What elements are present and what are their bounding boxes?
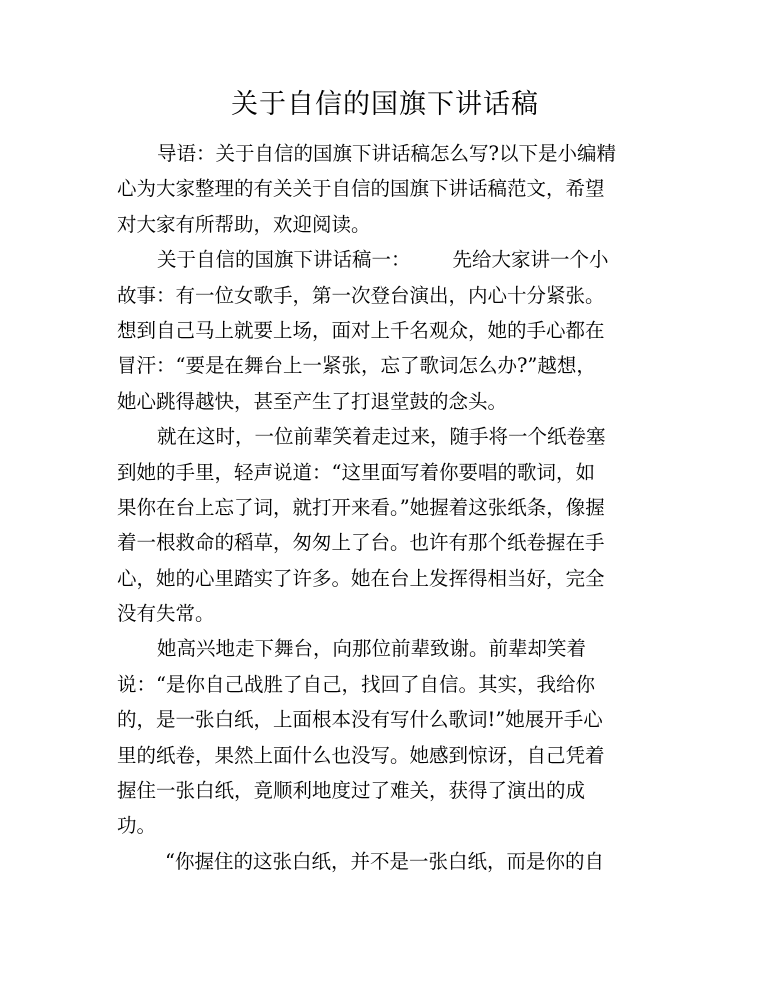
paragraph-3-line-4: 着一根救命的稻草，匆匆上了台。也许有那个纸卷握在手 — [117, 531, 605, 555]
document-body — [117, 136, 647, 879]
paragraph-4-line-5: 握住一张白纸，竟顺利地度过了难关，获得了演出的成 — [117, 779, 586, 803]
section-heading: 关于自信的国旗下讲话稿一： — [157, 248, 411, 272]
paragraph-3-line-5: 心，她的心里踏实了许多。她在台上发挥得相当好，完全 — [117, 566, 605, 590]
paragraph-2-line-1-rest: 先给大家讲一个小 — [452, 248, 609, 272]
paragraph-2-line-2: 故事：有一位女歌手，第一次登台演出，内心十分紧张。 — [117, 283, 605, 307]
paragraph-4-line-2: 说：“是你自己战胜了自己，找回了自信。其实，我给你 — [117, 672, 595, 696]
paragraph-1-line-2: 心为大家整理的有关关于自信的国旗下讲话稿范文，希望 — [117, 177, 605, 201]
paragraph-2-line-3: 想到自己马上就要上场，面对上千名观众，她的手心都在 — [117, 318, 605, 342]
paragraph-4-line-3: 的，是一张白纸，上面根本没有写什么歌词!”她展开手心 — [117, 708, 603, 732]
paragraph-3-line-6: 没有失常。 — [117, 602, 215, 626]
paragraph-1-line-1: 导语：关于自信的国旗下讲话稿怎么写?以下是小编精 — [157, 142, 616, 165]
paragraph-4-line-1: 她高兴地走下舞台，向那位前辈致谢。前辈却笑着 — [157, 637, 587, 661]
paragraph-4-line-4: 里的纸卷，果然上面什么也没写。她感到惊讶，自己凭着 — [117, 743, 605, 767]
document-title: 关于自信的国旗下讲话稿 — [231, 89, 539, 120]
paragraph-3-line-3: 果你在台上忘了词，就打开来看。”她握着这张纸条，像握 — [117, 495, 605, 519]
paragraph-1-line-3: 对大家有所帮助，欢迎阅读。 — [117, 212, 371, 236]
paragraph-3-line-1: 就在这时，一位前辈笑着走过来，随手将一个纸卷塞 — [157, 425, 606, 449]
paragraph-5-line-1: “你握住的这张白纸，并不是一张白纸，而是你的自 — [165, 849, 604, 873]
paragraph-3-line-2: 到她的手里，轻声说道：“这里面写着你要唱的歌词，如 — [117, 460, 595, 484]
paragraph-2-line-1 — [117, 242, 647, 277]
paragraph-4-line-6: 功。 — [117, 814, 157, 838]
paragraph-2-line-5: 她心跳得越快，甚至产生了打退堂鼓的念头。 — [117, 389, 508, 413]
paragraph-2-line-4: 冒汗：“要是在舞台上一紧张，忘了歌词怎么办?”越想， — [117, 354, 596, 378]
